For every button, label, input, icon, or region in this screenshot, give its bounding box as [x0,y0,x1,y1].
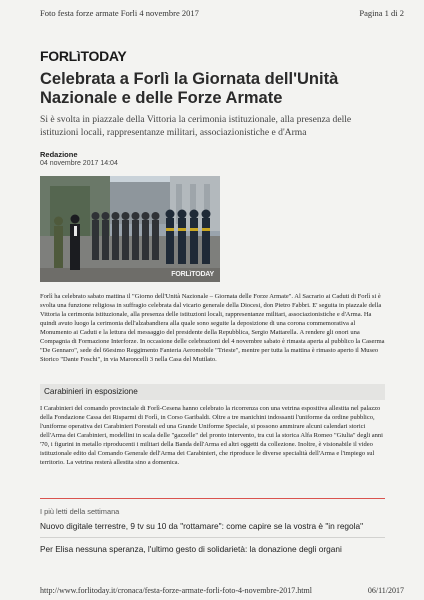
article-photo[interactable] [40,176,220,282]
section-divider [40,498,385,499]
ceremony-photo-illustration [40,176,220,282]
print-footer-url: http://www.forlitoday.it/cronaca/festa-forze-armate-forli-foto-4-novembre-2017.html [40,586,312,595]
article-subtitle: Si è svolta in piazzale della Vittoria la cerimonia istituzionale, alla presenza delle istituzioni locali, rappresentanze militari, associazionistiche e d'Arma [40,114,352,138]
article-paragraph-1: Forlì ha celebrato sabato mattina il "Giorno dell'Unità Nazionale – Giornata delle Forze Armate". Al Sacrario ai Caduti di Forlì si è svolta una funzione religiosa in suffragio celebrata dal vicario generale della Diocesi, don Pietro Fabbri. E' seguita in piazzale della Vittoria la cerimonia istituzionale, alla presenza delle istituzioni locali, rappresentanze militari, associazionistiche e d'Arma. Ha quindi avuto luogo la cerimonia dell'alzabandiera alla quale sono seguite la deposizione di una corona commemorativa al Monumento ai Caduti e la lettura del messaggio del presidente della Repubblica, Sergio Mattarella. A rendere gli onori una Compagnia di Formazione Interforze. In occasione delle celebrazioni del 4 novembre sabato è rimasta aperta al pubblico la Caserma "De Gennaro", sede del 66esimo Reggimento Fanteria Aeromobile "Trieste", mentre per tutta la mattina è rimasto aperto il Museo Storico "Dante Foschi", in via Maroncelli 3 nella Casa del Mutilato. [40,293,385,363]
article-title: Celebrata a Forlì la Giornata dell'Unità Nazionale e delle Forze Armate [40,70,339,107]
section-title: Carabinieri in esposizione [44,387,138,396]
most-read-heading: I più letti della settimana [40,507,120,516]
print-header-title: Foto festa forze armate Forli 4 novembre 2017 [40,8,199,18]
site-logo[interactable]: FORLìTODAY [40,48,127,64]
article-author: Redazione [40,150,78,159]
list-divider [40,537,385,538]
article-paragraph-2: I Carabinieri del comando provinciale di Forlì-Cesena hanno celebrato la ricorrenza con una vetrina espositiva allestita nel palazzo della Fondazione Cassa dei Risparmi di Forlì, in Corso Garibaldi. Oltre a tre manichini indossanti l'uniforme da ordine pubblico, l'uniforme operativa dei Carabinieri Forestali ed una Grande Uniforme Speciale, si possono ammirare alcuni calendari storici dell'Arma dei Carabinieri, modellini in scala delle "gazzelle" del pronto intervento, tra cui la storica Alfa Romeo "Giulia" degli anni '70, i figurini in metallo riproducenti i militari della Banda dell'Arma ed altri oggetti da collezione. Inoltre, è visionabile il video istituzionale edito dal Comando Generale dell'Arma dei Carabinieri, che riproduce le diverse specialità dell'Arma e l'impiego sul territorio. La vetrina resterà allestita sino a domenica. [40,405,383,466]
print-footer-date: 06/11/2017 [367,586,404,595]
photo-watermark: FORLìTODAY [171,271,214,278]
article-date: 04 novembre 2017 14:04 [40,160,118,167]
most-read-link[interactable]: Nuovo digitale terrestre, 9 tv su 10 da "rottamare": come capire se la vostra è "in regola" [40,521,364,531]
most-read-link[interactable]: Per Elisa nessuna speranza, l'ultimo gesto di solidarietà: la donazione degli organi [40,544,342,554]
section-header [40,384,385,400]
print-header-page-number: Pagina 1 di 2 [359,8,404,18]
